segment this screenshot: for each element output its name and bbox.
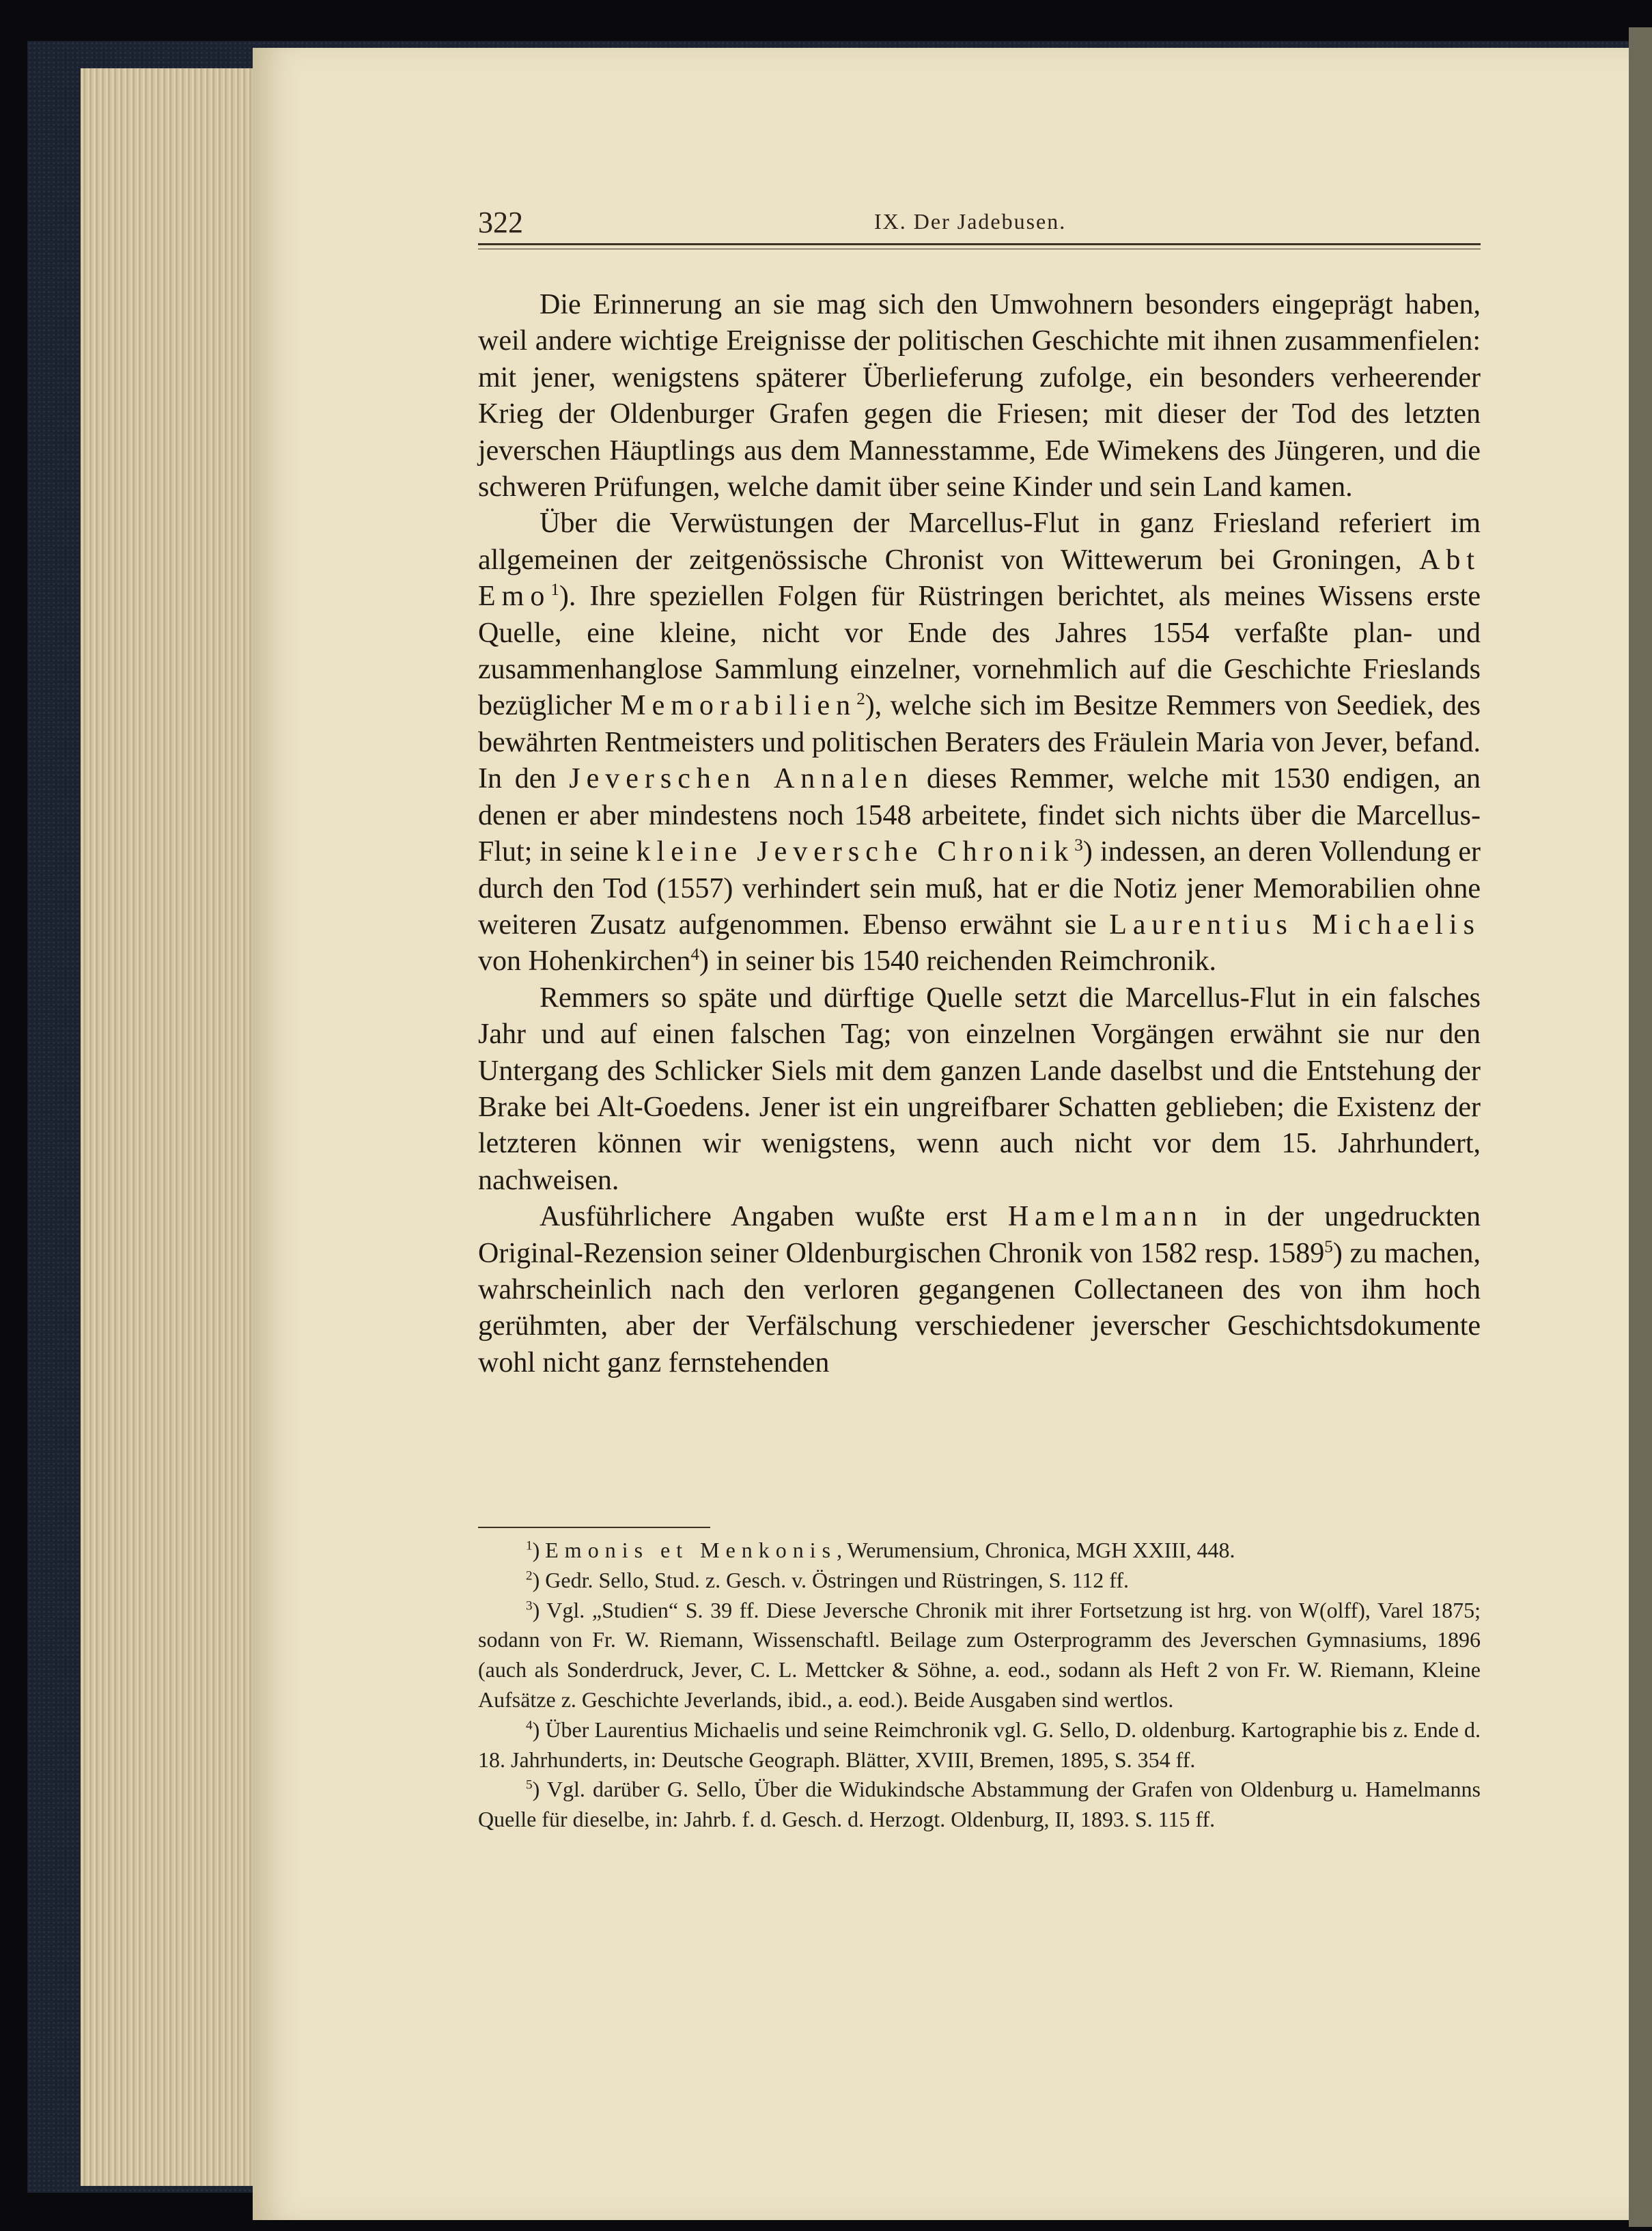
text-run: von Hohenkirchen [478, 945, 691, 978]
footnote-marker: 4 [526, 1718, 533, 1733]
spaced-emphasis: Memorabilien [620, 690, 857, 722]
spaced-emphasis: Jeverschen Annalen [569, 763, 914, 795]
body-text [478, 287, 1481, 1381]
text-run: ) Gedr. Sello, Stud. z. Gesch. v. Östringen und Rüstringen, S. 112 ff. [532, 1567, 1129, 1592]
spaced-emphasis: Hamelmann [1007, 1201, 1204, 1233]
footnote-marker: 4 [690, 945, 700, 965]
paragraph [478, 287, 1481, 505]
text-run: ), welche sich im Besitze Remmers von Seediek, des bewährten Rentmeisters und politischen Beraters des Fräulein Maria von Jever, befand. In den [478, 690, 1481, 795]
page-header [478, 205, 1482, 239]
facing-page-edge [1629, 27, 1652, 2227]
spaced-emphasis: Emonis et Menkonis [545, 1538, 837, 1562]
text-run: ) in seiner bis 1540 reichenden Reimchronik. [699, 945, 1216, 978]
footnote-marker: 1 [550, 581, 559, 600]
paragraph [478, 505, 1481, 980]
footnote-marker: 1 [526, 1538, 533, 1553]
spaced-emphasis: Laurentius Michaelis [1109, 909, 1481, 941]
page-edges [81, 68, 260, 2186]
paragraph [478, 1199, 1481, 1381]
text-run: dieses Remmer, welche mit 1530 endigen, an denen er aber mindestens noch 1548 arbeitete, findet sich nichts über die Marcellus-Flut; in seine [478, 763, 1481, 868]
text-run: , Werumensium, Chronica, MGH XXIII, 448. [837, 1538, 1235, 1562]
spaced-emphasis: kleine Jeversche Chronik [636, 836, 1075, 868]
footnote [478, 1596, 1481, 1715]
footnote-marker: 2 [856, 690, 865, 709]
footnote-marker: 5 [526, 1777, 533, 1792]
running-head: IX. Der Jadebusen. [874, 209, 1067, 234]
text-run: ). Ihre speziellen Folgen für Rüstringen berichtet, als meines Wissens erste Quelle, eine kleine, nicht vor Ende des Jahres 1554 verfaßte plan- und zusammenhanglose Sammlung einzelner, vornehmlich auf die Geschichte Frieslands bezüglicher [478, 581, 1481, 722]
text-run: ) [532, 1538, 546, 1562]
paragraph [478, 980, 1481, 1199]
text-run: Ausführlichere Angaben wußte erst [540, 1201, 1008, 1233]
text-run: Über die Verwüstungen der Marcellus-Flut in ganz Friesland referiert im allgemeinen der zeitgenössische Chronist von Wittewerum bei Groningen, [478, 508, 1481, 576]
header-rule [478, 243, 1481, 245]
footnote [478, 1775, 1481, 1835]
text-run: ) indessen, an deren Vollendung er durch den Tod (1557) verhindert sein muß, hat er die Notiz jener Memorabilien ohne weiteren Zusatz aufgenommen. Ebenso erwähnt sie [478, 836, 1481, 941]
text-run: ) Über Laurentius Michaelis und seine Reimchronik vgl. G. Sello, D. oldenburg. Kartographie bis z. Ende d. 18. Jahrhunderts, in: Deutsche Geograph. Blätter, XVIII, Bremen, 1895, S. 354 ff. [478, 1717, 1481, 1772]
text-run: ) Vgl. darüber G. Sello, Über die Widukindsche Abstammung der Grafen von Oldenburg u. Hamelmanns Quelle für dieselbe, in: Jahrb. f. d. Gesch. d. Herzogt. Oldenburg, II, 1893. S. 115 ff. [478, 1777, 1481, 1832]
page-number: 322 [478, 206, 523, 239]
footnote [478, 1536, 1481, 1566]
text-run: ) zu machen, wahrscheinlich nach den verloren gegangenen Collectaneen des von ihm hoch gerühmten, aber der Verfälschung verschiedener jeverscher Geschichtsdokumente wohl nicht ganz fernstehenden [478, 1237, 1481, 1378]
text-run: ) Vgl. „Studien“ S. 39 ff. Diese Jeversche Chronik mit ihrer Fortsetzung ist hrg. von W(olff), Varel 1875; sodann von Fr. W. Riemann, Wissenschaftl. Beilage zum Osterprogramm des Jeverschen Gymnasiums, 1896 (auch als Sonderdruck, Jever, C. L. Mettcker & Söhne, a. eod., sodann als Heft 2 von Fr. W. Riemann, Kleine Aufsätze z. Geschichte Jeverlands, ibid., a. eod.). Beide Ausgaben sind wertlos. [478, 1597, 1481, 1712]
footnote [478, 1715, 1481, 1775]
footnote [478, 1566, 1481, 1596]
spaced-emphasis: Abt Emo [478, 544, 1481, 613]
text-run: in der ungedruckten Original-Rezension seiner Oldenburgischen Chronik von 1582 resp. 1589 [478, 1201, 1481, 1269]
footnote-marker: 3 [1074, 836, 1083, 855]
footnote-marker: 3 [526, 1598, 533, 1613]
footnote-marker: 2 [526, 1568, 533, 1583]
text-run: Die Erinnerung an sie mag sich den Umwohnern besonders eingeprägt haben, weil andere wichtige Ereignisse der politischen Geschichte mit ihnen zusammenfielen: mit jener, wenigstens späterer Überlieferung zufolge, ein besonders verheerender Krieg der Oldenburger Grafen gegen die Friesen; mit dieser der Tod des letzten jeverschen Häuptlings aus dem Mannesstamme, Ede Wimekens des Jüngeren, und die schweren Prüfungen, welche damit über seine Kinder und sein Land kamen. [478, 289, 1481, 503]
footnote-rule [478, 1527, 710, 1528]
footnotes [478, 1536, 1481, 1835]
footnote-marker: 5 [1324, 1237, 1333, 1256]
text-run: Remmers so späte und dürftige Quelle setzt die Marcellus-Flut in ein falsches Jahr und auf einen falschen Tag; von einzelnen Vorgängen erwähnt sie nur den Untergang des Schlicker Siels mit dem ganzen Lande daselbst und die Entstehung der Brake bei Alt-Goedens. Jener ist ein ungreifbarer Schatten geblieben; die Existenz der letzteren können wir wenigstens, wenn auch nicht vor dem 15. Jahrhundert, nachweisen. [478, 982, 1481, 1196]
